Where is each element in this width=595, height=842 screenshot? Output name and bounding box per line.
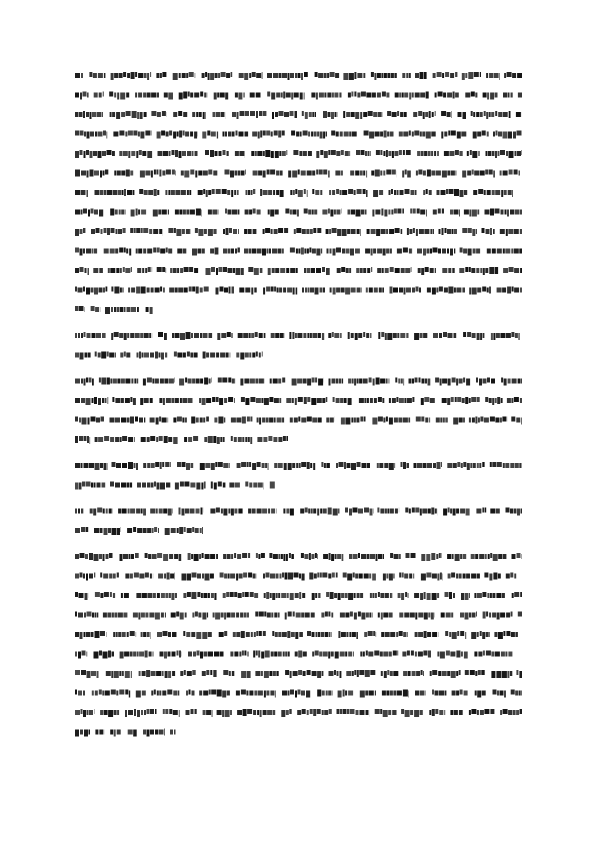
text-line — [75, 287, 522, 295]
text-line — [75, 378, 522, 386]
text-line — [75, 612, 522, 620]
text-line — [75, 482, 275, 490]
text-line — [75, 72, 522, 80]
text-line — [75, 527, 203, 535]
text-line — [75, 150, 522, 158]
paragraph — [75, 553, 522, 737]
text-line — [75, 397, 522, 405]
text-line — [75, 267, 522, 275]
paragraph — [75, 508, 522, 536]
text-line — [75, 92, 522, 100]
text-line — [75, 209, 522, 217]
text-line — [75, 170, 520, 178]
text-line — [75, 670, 522, 678]
text-line — [75, 508, 522, 516]
paragraph — [75, 72, 522, 314]
text-line — [75, 189, 513, 197]
text-line — [75, 352, 263, 360]
text-line — [75, 462, 522, 470]
paragraph — [75, 462, 522, 490]
text-line — [75, 631, 518, 639]
text-line — [75, 690, 522, 698]
text-line — [75, 553, 522, 561]
text-line — [75, 709, 522, 717]
text-line — [75, 436, 288, 444]
text-line — [75, 111, 522, 119]
text-line — [75, 332, 520, 340]
text-line — [75, 592, 522, 600]
text-line — [75, 228, 522, 236]
text-line — [75, 729, 176, 737]
text-line — [75, 306, 153, 314]
text-line — [75, 131, 522, 139]
text-line — [75, 573, 516, 581]
paragraph — [75, 332, 520, 360]
text-line — [75, 417, 522, 425]
text-line — [75, 248, 522, 256]
paragraph — [75, 378, 522, 445]
text-line — [75, 651, 512, 659]
